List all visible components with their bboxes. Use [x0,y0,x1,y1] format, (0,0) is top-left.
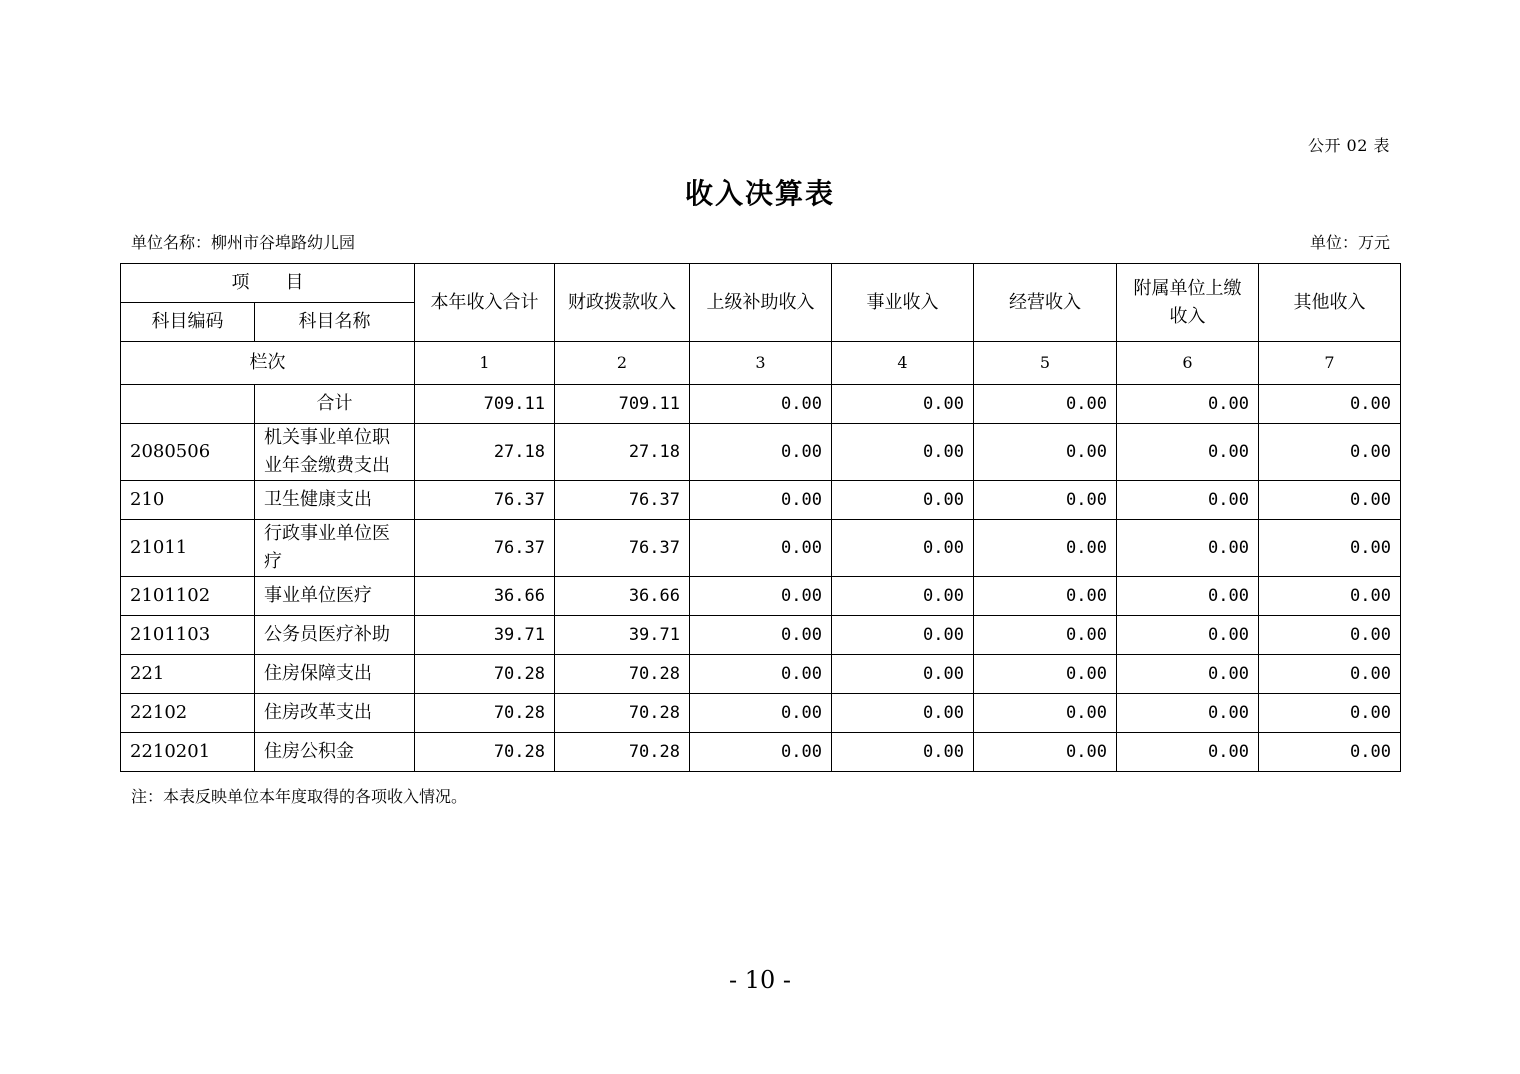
table-row [121,520,1401,577]
table-cell: 0.00 [974,520,1117,577]
table-cell: 0.00 [690,385,832,424]
table-row [121,577,1401,616]
subject-code: 210 [121,481,255,520]
table-cell: 0.00 [1259,655,1401,694]
table-cell: 0.00 [690,616,832,655]
table-cell: 70.28 [555,694,690,733]
table-cell: 0.00 [832,520,974,577]
organization-name: 单位名称：柳州市谷埠路幼儿园 [131,233,356,252]
table-cell: 76.37 [415,520,555,577]
table-row [121,733,1401,772]
table-cell: 0.00 [690,733,832,772]
table-note: 注：本表反映单位本年度取得的各项收入情况。 [131,787,468,806]
income-statement-table [120,263,1401,772]
table-row [121,655,1401,694]
subject-code: 2101102 [121,577,255,616]
table-cell: 0.00 [974,481,1117,520]
table-cell: 70.28 [415,655,555,694]
header-index: 2 [555,342,690,385]
table-cell: 0.00 [1259,694,1401,733]
table-cell: 0.00 [832,385,974,424]
header-index: 7 [1259,342,1401,385]
table-cell: 76.37 [555,520,690,577]
header-col-total-income: 本年收入合计 [415,264,555,342]
table-cell: 0.00 [690,520,832,577]
table-cell: 0.00 [832,616,974,655]
table-cell: 0.00 [1259,385,1401,424]
header-col-affiliated-unit-income: 附属单位上缴收入 [1117,264,1259,342]
header-col-fiscal-appropriation: 财政拨款收入 [555,264,690,342]
table-cell: 0.00 [690,424,832,481]
table-cell: 0.00 [832,655,974,694]
table-cell: 27.18 [415,424,555,481]
table-cell: 0.00 [1117,655,1259,694]
table-cell: 0.00 [832,424,974,481]
header-index: 4 [832,342,974,385]
table-cell: 0.00 [832,733,974,772]
table-cell: 70.28 [555,655,690,694]
subject-code: 221 [121,655,255,694]
table-cell: 39.71 [555,616,690,655]
subject-code: 2210201 [121,733,255,772]
table-cell: 0.00 [690,694,832,733]
table-cell: 70.28 [415,733,555,772]
table-cell: 39.71 [415,616,555,655]
subject-name: 机关事业单位职业年金缴费支出 [255,424,415,481]
subject-name: 住房公积金 [255,733,415,772]
table-cell: 0.00 [1117,424,1259,481]
subject-name: 住房保障支出 [255,655,415,694]
header-index: 1 [415,342,555,385]
header-col-operating-income: 经营收入 [974,264,1117,342]
table-cell: 0.00 [974,424,1117,481]
table-cell: 0.00 [1117,520,1259,577]
subject-code: 21011 [121,520,255,577]
table-cell: 0.00 [1259,481,1401,520]
header-subject-name: 科目名称 [255,303,415,342]
table-cell: 36.66 [555,577,690,616]
header-col-other-income: 其他收入 [1259,264,1401,342]
table-cell: 0.00 [1259,733,1401,772]
table-row [121,481,1401,520]
table-cell: 0.00 [832,694,974,733]
table-cell: 0.00 [974,385,1117,424]
table-cell: 0.00 [974,655,1117,694]
table-cell: 0.00 [690,481,832,520]
table-cell: 70.28 [555,733,690,772]
table-cell: 76.37 [415,481,555,520]
subject-name: 事业单位医疗 [255,577,415,616]
table-row [121,694,1401,733]
header-index-label: 栏次 [121,342,415,385]
subject-name: 住房改革支出 [255,694,415,733]
table-cell: 0.00 [1259,616,1401,655]
table-cell: 0.00 [1117,385,1259,424]
header-index: 6 [1117,342,1259,385]
table-cell: 0.00 [1117,616,1259,655]
table-cell: 0.00 [974,577,1117,616]
table-cell: 0.00 [832,481,974,520]
header-item: 项 目 [121,264,415,303]
header-index: 3 [690,342,832,385]
total-code-cell [121,385,255,424]
header-index: 5 [974,342,1117,385]
table-cell: 36.66 [415,577,555,616]
header-subject-code: 科目编码 [121,303,255,342]
table-cell: 0.00 [690,655,832,694]
form-code: 公开 02 表 [1307,136,1390,155]
table-cell: 0.00 [974,694,1117,733]
subject-code: 2080506 [121,424,255,481]
table-cell: 0.00 [690,577,832,616]
table-cell: 70.28 [415,694,555,733]
table-cell: 0.00 [974,733,1117,772]
table-row [121,424,1401,481]
table-cell: 0.00 [1259,424,1401,481]
table-cell: 0.00 [832,577,974,616]
subject-name: 卫生健康支出 [255,481,415,520]
unit-label: 单位：万元 [1309,233,1390,252]
table-cell: 709.11 [555,385,690,424]
table-cell: 76.37 [555,481,690,520]
total-row [121,385,1401,424]
table-cell: 0.00 [1117,481,1259,520]
table-cell: 709.11 [415,385,555,424]
table-cell: 0.00 [1117,577,1259,616]
table-cell: 0.00 [1117,733,1259,772]
subject-name: 行政事业单位医疗 [255,520,415,577]
subject-name: 公务员医疗补助 [255,616,415,655]
table-cell: 27.18 [555,424,690,481]
subject-code: 2101103 [121,616,255,655]
total-label: 合计 [255,385,415,424]
table-row [121,616,1401,655]
table-cell: 0.00 [1259,520,1401,577]
table-cell: 0.00 [1259,577,1401,616]
subject-code: 22102 [121,694,255,733]
table-cell: 0.00 [1117,694,1259,733]
header-col-superior-subsidy: 上级补助收入 [690,264,832,342]
page-number: - 10 - [728,966,791,994]
header-col-business-income: 事业收入 [832,264,974,342]
table-cell: 0.00 [974,616,1117,655]
page-title: 收入决算表 [684,177,835,210]
